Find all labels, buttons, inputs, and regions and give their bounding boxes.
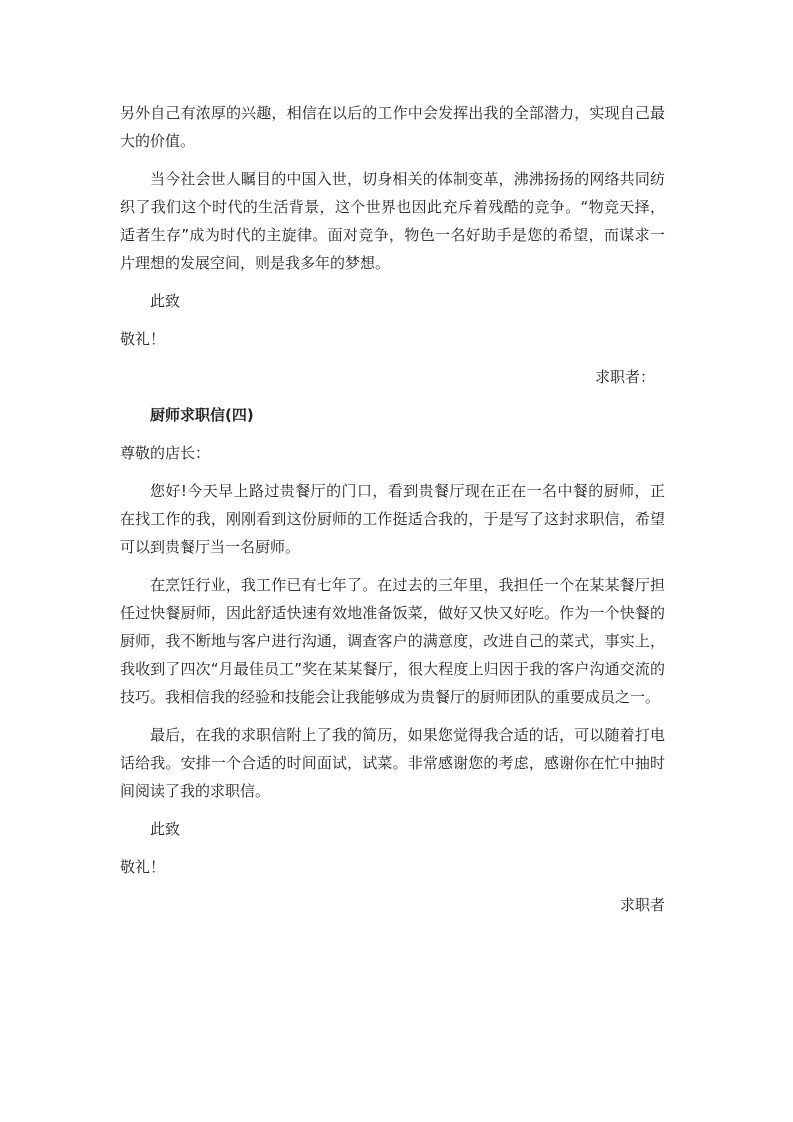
document-body — [120, 99, 665, 929]
continuation-closing-line-2: 敬礼！ — [120, 330, 166, 348]
continuation-paragraph-2: 当今社会世人瞩目的中国入世，切身相关的体制变革，沸沸扬扬的网络共同纺织了我们这个时代的生活背景，这个世界也因此充斥着残酷的竞争。“物竞天择，适者生存”成为时代的主旋律。面对竞争，物色一名好助手是您的希望，而谋求一片理想的发展空间，则是我多年的梦想。 — [120, 170, 665, 272]
letter4-signer: 求职者 — [619, 896, 665, 914]
letter4-closing-line-2: 敬礼！ — [120, 858, 166, 876]
letter4-paragraph-2: 在烹饪行业，我工作已有七年了。在过去的三年里，我担任一个在某某餐厅担任过快餐厨师，因此舒适快速有效地准备饭菜，做好又快又好吃。作为一个快餐的厨师，我不断地与客户进行沟通，调查客户的满意度，改进自己的菜式，事实上，我收到了四次“月最佳员工”奖在某某餐厅，很大程度上归因于我的客户沟通交流的技巧。我相信我的经验和技能会让我能够成为贵餐厅的厨师团队的重要成员之一。 — [120, 576, 665, 706]
letter4-salutation: 尊敬的店长： — [120, 444, 211, 462]
letter4-paragraph-3: 最后，在我的求职信附上了我的简历，如果您觉得我合适的话，可以随着打电话给我。安排一个合适的时间面试，试菜。非常感谢您的考虑，感谢你在忙中抽时间阅读了我的求职信。 — [120, 726, 665, 800]
continuation-signer: 求职者： — [594, 368, 655, 386]
letter4-closing-line-1: 此致 — [150, 820, 181, 838]
continuation-closing-line-1: 此致 — [150, 292, 181, 310]
letter4-title: 厨师求职信(四) — [150, 406, 254, 424]
letter4-paragraph-1: 您好!今天早上路过贵餐厅的门口，看到贵餐厅现在正在一名中餐的厨师，正在找工作的我，刚刚看到这份厨师的工作挺适合我的，于是写了这封求职信，希望可以到贵餐厅当一名厨师。 — [120, 482, 665, 556]
continuation-paragraph-1: 另外自己有浓厚的兴趣，相信在以后的工作中会发挥出我的全部潜力，实现自己最大的价值。 — [120, 104, 665, 150]
